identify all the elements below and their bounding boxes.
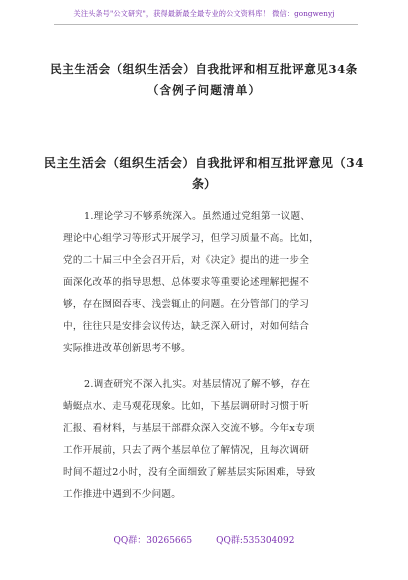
paragraph-line: 中，往往只是安排会议传达，缺乏深入研讨，对如何结合 xyxy=(63,321,310,332)
footer-contact xyxy=(0,533,408,546)
paragraph-line: 时间不超过2小时，没有全面细致了解基层实际困难，导致 xyxy=(63,467,316,478)
paragraph-line: 蜻蜓点水、走马观花现象。比如，下基层调研时习惯于听 xyxy=(63,401,310,412)
header-divider xyxy=(54,24,358,25)
paragraph-line: 汇报、看材料，与基层干部群众深入交流不够。今年x专项 xyxy=(63,423,315,434)
document-title: 民主生活会（组织生活会）自我批评和相互批评意见34条 xyxy=(50,62,358,76)
section-title-line-1: 民主生活会（组织生活会）自我批评和相互批评意见（34 xyxy=(43,156,365,170)
paragraph-line: 工作开展前，只去了两个基层单位了解情况，且每次调研 xyxy=(63,445,310,456)
paragraph-line: 工作推进中遇到不少问题。 xyxy=(63,489,182,500)
paragraph-line: 够，存在囫囵吞枣、浅尝辄止的问题。在分管部门的学习 xyxy=(63,299,310,310)
qq-group-2: QQ群:535304092 xyxy=(216,536,295,546)
promo-banner: 关注头条号"公文研究"，获得最新最全最专业的公文资料库！ 微信：gongwenyj xyxy=(73,9,335,18)
paragraph-line: 2.调查研究不深入扎实。对基层情况了解不够，存在 xyxy=(84,379,311,390)
paragraph-line: 1.理论学习不够系统深入。虽然通过党组第一议题、 xyxy=(84,211,311,222)
paragraph-line: 理论中心组学习等形式开展学习，但学习质量不高。比如， xyxy=(63,233,319,244)
section-title-line-2: 条） xyxy=(191,177,216,191)
paragraph-line: 面深化改革的指导思想、总体要求等重要论述理解把握不 xyxy=(63,277,310,288)
qq-group-1: QQ群：30265665 xyxy=(113,536,193,546)
paragraph-line: 实际推进改革创新思考不够。 xyxy=(63,343,191,354)
document-subtitle: （含例子问题清单） xyxy=(146,83,262,97)
paragraph-line: 党的二十届三中全会召开后，对《决定》提出的进一步全 xyxy=(63,255,310,266)
